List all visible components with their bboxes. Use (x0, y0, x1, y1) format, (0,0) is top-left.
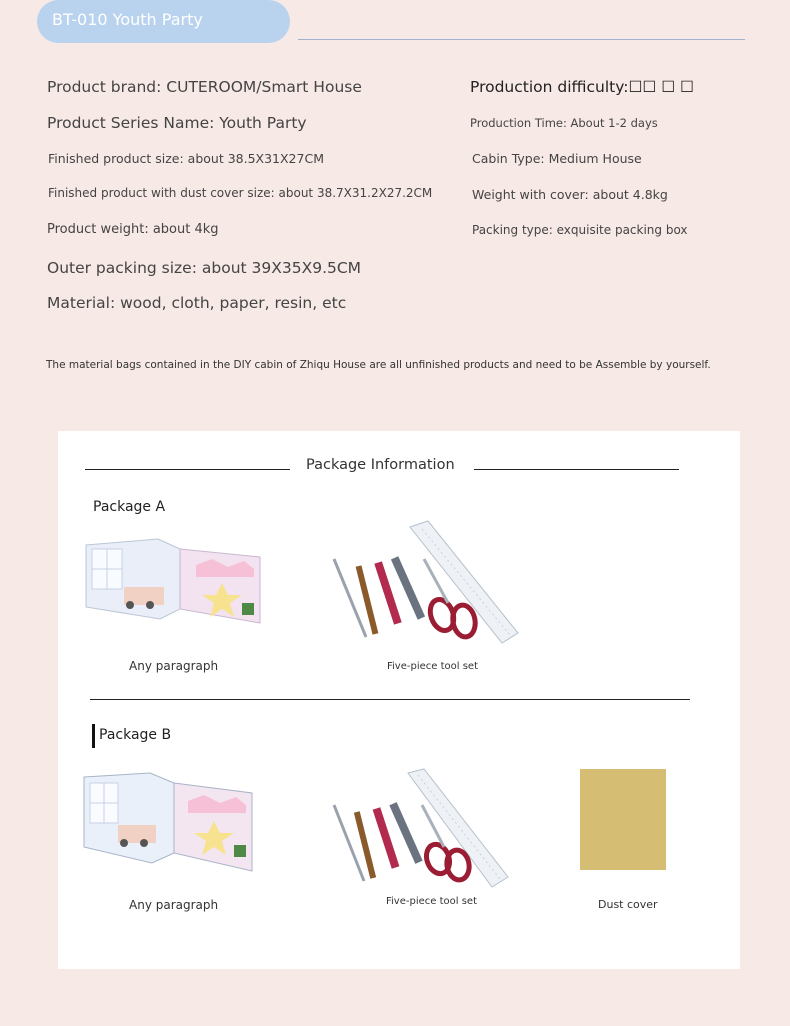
spec-production-time: Production Time: About 1-2 days (470, 116, 658, 130)
package-b-label: Package B (99, 727, 172, 743)
spec-outer-packing: Outer packing size: about 39X35X9.5CM (47, 259, 362, 277)
spec-series: Product Series Name: Youth Party (47, 114, 307, 132)
package-a-caption-tool-set: Five-piece tool set (387, 661, 478, 672)
spec-brand: Product brand: CUTEROOM/Smart House (47, 78, 362, 96)
tool-set-image (326, 519, 522, 647)
spec-weight: Product weight: about 4kg (47, 222, 219, 237)
dust-cover-image (580, 769, 666, 870)
tool-set-image-b (326, 767, 512, 891)
spec-weight-with-cover: Weight with cover: about 4.8kg (472, 187, 668, 202)
dollhouse-image (84, 537, 264, 629)
package-b-caption-dollhouse: Any paragraph (129, 898, 219, 912)
package-information-card (58, 431, 740, 969)
spec-packing-type: Packing type: exquisite packing box (472, 223, 688, 237)
heading-line-right (474, 469, 679, 470)
page-title: BT-010 Youth Party (52, 10, 203, 29)
heading-line-left (85, 469, 290, 470)
package-divider (90, 699, 690, 700)
title-divider (298, 39, 745, 40)
spec-finished-size: Finished product size: about 38.5X31X27CM (48, 151, 324, 166)
spec-difficulty: Production difficulty:☐☐ ☐ ☐ (470, 78, 694, 96)
spec-dust-cover-size: Finished product with dust cover size: about 38.7X31.2X27.2CM (48, 186, 433, 200)
package-b-caption-dust-cover: Dust cover (598, 898, 658, 911)
spec-material: Material: wood, cloth, paper, resin, etc (47, 294, 347, 312)
title-badge (37, 0, 290, 43)
package-information-heading: Package Information (306, 457, 455, 473)
package-b-caption-tool-set: Five-piece tool set (386, 896, 477, 907)
package-a-caption-dollhouse: Any paragraph (129, 659, 219, 673)
assembly-note: The material bags contained in the DIY cabin of Zhiqu House are all unfinished products and need to be Assemble by yourself. (46, 359, 711, 371)
dollhouse-with-cover-image (82, 771, 256, 877)
package-b-marker (92, 724, 95, 748)
package-a-label: Package A (93, 499, 166, 515)
spec-cabin-type: Cabin Type: Medium House (472, 151, 642, 166)
